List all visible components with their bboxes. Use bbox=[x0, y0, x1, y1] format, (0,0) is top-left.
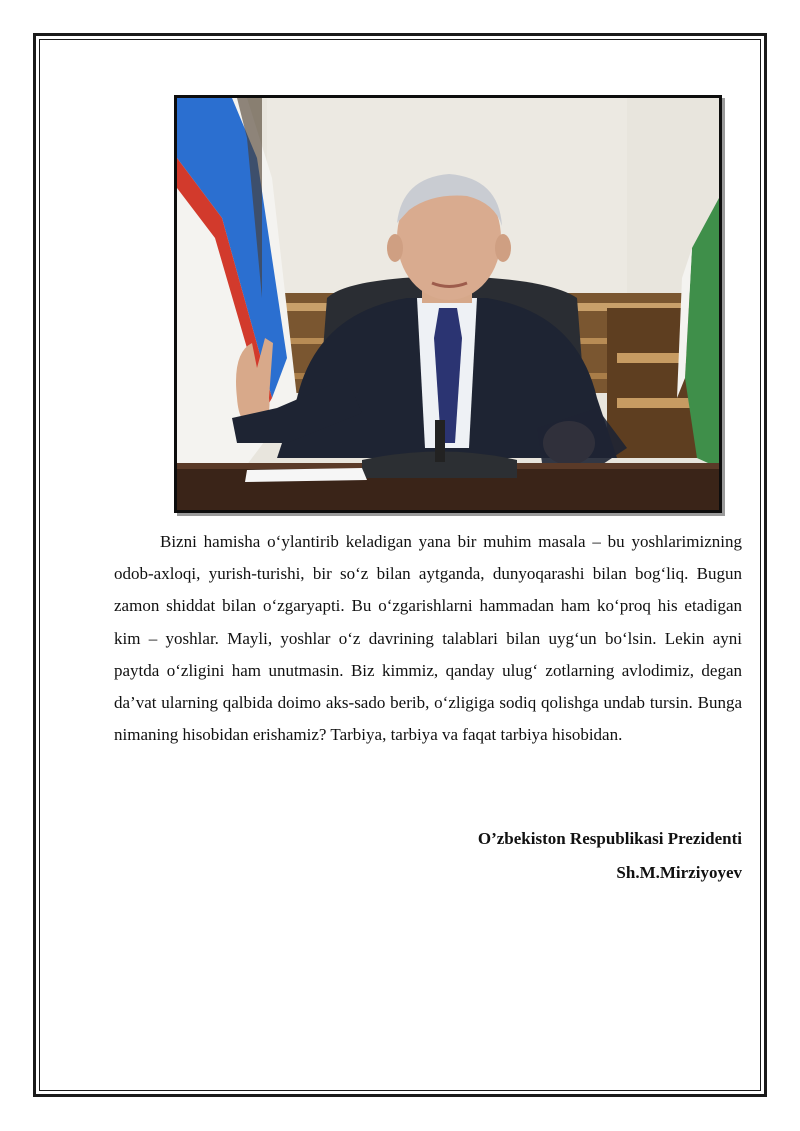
body-paragraph: Bizni hamisha o‘ylantirib keladigan yana bir muhim masala – bu yoshlarimizning odob-axloqi, yurish-turishi, bir so‘z bilan aytganda, dunyoqarashi bilan bog‘liq. Bugun zamon shiddat bilan o‘zgaryapti. Bu o‘zgarishlarni hammadan ham ko‘proq his etadigan kim – yoshlar. Mayli, yoshlar o‘z davrining talablari bilan uyg‘un bo‘lsin. Lekin ayni paytda o‘zligini ham unutmasin. Biz kimmiz, qanday ulug‘ zotlarning avlodimiz, degan da’vat ularning qalbida doimo aks-sado berib, o‘zligiga sodiq qolishga undab tursin. Bunga nimaning hisobidan erishamiz? Tarbiya, tarbiya va faqat tarbiya hisobidan. bbox=[114, 532, 742, 745]
signature-title: O’zbekiston Respublikasi Prezidenti bbox=[477, 829, 742, 848]
photo-of-speaker-icon bbox=[177, 98, 719, 510]
signature-name: Sh.M.Mirziyoyev bbox=[616, 863, 742, 882]
photo-frame bbox=[174, 95, 722, 513]
signature-block bbox=[478, 822, 742, 890]
